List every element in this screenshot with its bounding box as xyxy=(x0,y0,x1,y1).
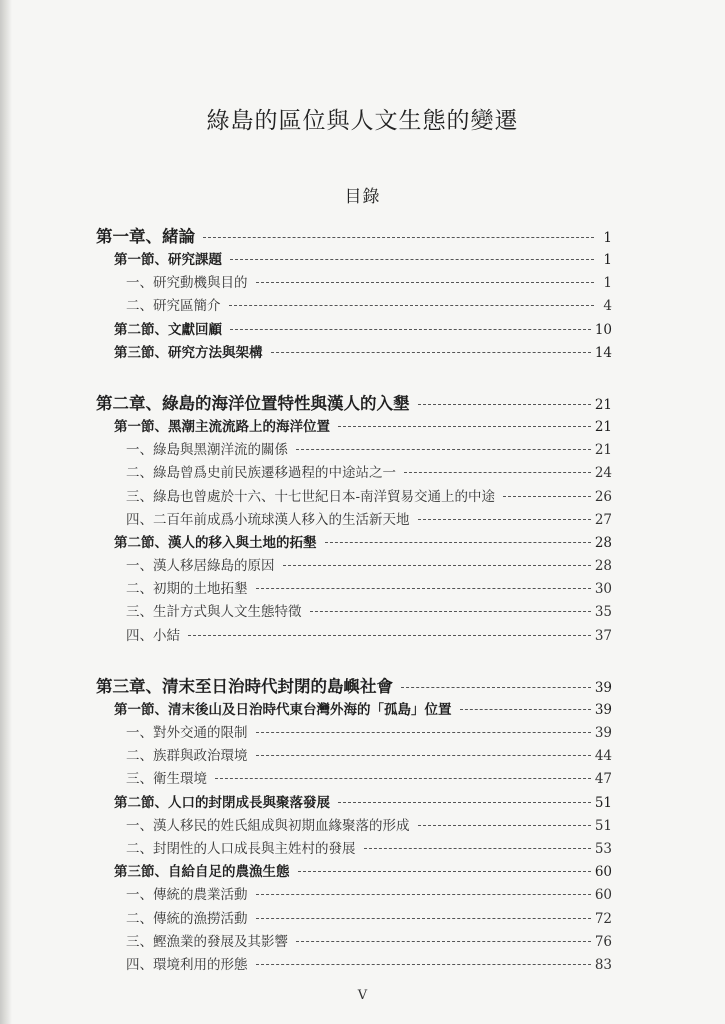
toc-subsection-page: 1 xyxy=(603,275,612,292)
dot-leader xyxy=(401,687,591,688)
dot-leader xyxy=(310,611,591,612)
toc-subsection-label: 四、二百年前成爲小琉球漢人移入的生活新天地 xyxy=(126,511,410,528)
table-of-contents xyxy=(96,224,612,977)
toc-subsection xyxy=(96,601,612,624)
toc-subsection-page: 47 xyxy=(594,771,612,788)
dot-leader xyxy=(283,565,591,566)
dot-leader xyxy=(418,519,591,520)
toc-section-label: 第二節、文獻回顧 xyxy=(114,321,222,338)
toc-subsection-page: 24 xyxy=(594,465,612,482)
toc-chapter-page: 1 xyxy=(603,230,612,246)
dot-leader xyxy=(256,918,591,919)
dot-leader xyxy=(215,778,591,779)
toc-subsection-page: 37 xyxy=(594,627,612,644)
dot-leader xyxy=(230,329,591,330)
dot-leader xyxy=(256,732,591,733)
toc-chapter xyxy=(96,224,612,249)
dot-leader xyxy=(418,404,591,405)
dot-leader xyxy=(325,542,591,543)
toc-subsection-label: 一、對外交通的限制 xyxy=(126,725,248,741)
dot-leader xyxy=(256,964,591,965)
toc-subsection-label: 三、生計方式與人文生態特徵 xyxy=(126,604,302,621)
page-number: V xyxy=(357,988,368,1003)
dot-leader xyxy=(256,282,595,283)
dot-leader xyxy=(256,894,591,895)
toc-subsection xyxy=(96,578,612,601)
toc-subsection xyxy=(96,884,612,907)
dot-leader xyxy=(503,496,591,497)
toc-section xyxy=(96,699,612,722)
toc-section xyxy=(96,532,612,555)
dot-leader xyxy=(296,941,591,942)
toc-subsection-label: 二、傳統的漁撈活動 xyxy=(126,910,248,927)
toc-chapter-page: 21 xyxy=(594,396,612,413)
toc-section-page: 39 xyxy=(594,701,612,718)
toc-heading: 目錄 xyxy=(344,187,381,207)
toc-subsection xyxy=(96,931,612,954)
toc-subsection-page: 35 xyxy=(594,604,612,621)
toc-subsection-label: 二、初期的土地拓墾 xyxy=(126,581,248,598)
dot-leader xyxy=(188,635,591,636)
toc-section-page: 28 xyxy=(594,534,612,551)
toc-section xyxy=(96,861,612,884)
toc-subsection-page: 21 xyxy=(594,442,612,459)
toc-chapter-label: 第一章、緒論 xyxy=(96,227,195,246)
toc-subsection-page: 26 xyxy=(594,488,612,505)
dot-leader xyxy=(460,709,591,710)
toc-subsection-page: 60 xyxy=(594,887,612,904)
dot-leader xyxy=(203,237,594,238)
dot-leader xyxy=(271,352,591,353)
toc-subsection-page: 27 xyxy=(594,511,612,528)
toc-section-page: 51 xyxy=(594,794,612,811)
toc-subsection xyxy=(96,439,612,462)
toc-section-label: 第一節、研究課題 xyxy=(114,252,222,268)
toc-chapter-label: 第二章、綠島的海洋位置特性與漢人的入墾 xyxy=(96,393,410,413)
toc-subsection xyxy=(96,745,612,768)
dot-leader xyxy=(338,802,591,803)
toc-subsection xyxy=(96,954,612,977)
document-title: 綠島的區位與人文生態的變遷 xyxy=(206,108,519,134)
dot-leader xyxy=(229,305,595,306)
toc-subsection-label: 二、族群與政治環境 xyxy=(126,748,248,765)
toc-section-label: 第一節、清末後山及日治時代東台灣外海的「孤島」位置 xyxy=(114,701,452,718)
toc-subsection xyxy=(96,768,612,791)
toc-section-label: 第二節、漢人的移入與土地的拓墾 xyxy=(114,534,317,551)
dot-leader xyxy=(364,848,591,849)
toc-section-page: 21 xyxy=(594,418,612,435)
toc-subsection-page: 76 xyxy=(594,933,612,950)
toc-section-label: 第一節、黑潮主流流路上的海洋位置 xyxy=(114,418,330,435)
toc-subsection-page: 53 xyxy=(594,840,612,857)
toc-subsection-page: 30 xyxy=(594,581,612,598)
toc-section xyxy=(96,249,612,272)
toc-subsection xyxy=(96,272,612,295)
toc-section xyxy=(96,416,612,439)
toc-section-label: 第三節、研究方法與架構 xyxy=(114,344,263,361)
toc-subsection-label: 三、綠島也曾處於十六、十七世紀日本-南洋貿易交通上的中途 xyxy=(126,488,496,505)
toc-subsection-page: 72 xyxy=(594,910,612,927)
toc-subsection xyxy=(96,625,612,648)
toc-subsection-page: 51 xyxy=(594,817,612,834)
dot-leader xyxy=(338,426,591,427)
dot-leader xyxy=(256,588,591,589)
toc-section xyxy=(96,792,612,815)
toc-chapter-page: 39 xyxy=(594,679,612,696)
toc-section-page: 60 xyxy=(594,864,612,881)
toc-subsection-page: 83 xyxy=(594,956,612,973)
toc-subsection-label: 一、研究動機與目的 xyxy=(126,275,248,292)
dot-leader xyxy=(298,871,591,872)
toc-subsection xyxy=(96,486,612,509)
toc-subsection xyxy=(96,295,612,318)
toc-section xyxy=(96,342,612,365)
toc-subsection-label: 二、封閉性的人口成長與主姓村的發展 xyxy=(126,840,356,857)
toc-subsection xyxy=(96,838,612,861)
toc-subsection-page: 4 xyxy=(603,298,612,315)
toc-subsection xyxy=(96,555,612,578)
toc-subsection-page: 39 xyxy=(594,725,612,741)
toc-chapter xyxy=(96,674,612,699)
toc-subsection-label: 一、傳統的農業活動 xyxy=(126,887,248,904)
toc-subsection-page: 28 xyxy=(594,558,612,575)
toc-section xyxy=(96,319,612,342)
dot-leader xyxy=(418,825,591,826)
toc-subsection xyxy=(96,722,612,745)
dot-leader xyxy=(404,472,591,473)
dot-leader xyxy=(230,259,594,260)
toc-subsection xyxy=(96,509,612,532)
toc-subsection xyxy=(96,815,612,838)
toc-section-page: 1 xyxy=(603,252,612,268)
toc-section-label: 第三節、自給自足的農漁生態 xyxy=(114,864,290,881)
toc-chapter-label: 第三章、清末至日治時代封閉的島嶼社會 xyxy=(96,676,393,696)
toc-section-label: 第二節、人口的封閉成長與聚落發展 xyxy=(114,794,330,811)
dot-leader xyxy=(296,449,591,450)
toc-section-page: 14 xyxy=(594,344,612,361)
toc-subsection-label: 一、綠島與黑潮洋流的關係 xyxy=(126,442,288,459)
toc-subsection-label: 二、綠島曾爲史前民族遷移過程的中途站之一 xyxy=(126,465,396,482)
toc-chapter xyxy=(96,391,612,416)
toc-subsection xyxy=(96,462,612,485)
dot-leader xyxy=(256,755,591,756)
toc-subsection-page: 44 xyxy=(594,748,612,765)
toc-subsection-label: 四、環境利用的形態 xyxy=(126,956,248,973)
toc-subsection-label: 一、漢人移居綠島的原因 xyxy=(126,558,275,575)
toc-subsection-label: 三、衛生環境 xyxy=(126,771,207,788)
toc-section-page: 10 xyxy=(594,321,612,338)
toc-subsection-label: 一、漢人移民的姓氏組成與初期血緣聚落的形成 xyxy=(126,817,410,834)
toc-subsection xyxy=(96,908,612,931)
toc-subsection-label: 四、小結 xyxy=(126,627,180,644)
toc-subsection-label: 三、鰹漁業的發展及其影響 xyxy=(126,933,288,950)
toc-subsection-label: 二、研究區簡介 xyxy=(126,298,221,315)
